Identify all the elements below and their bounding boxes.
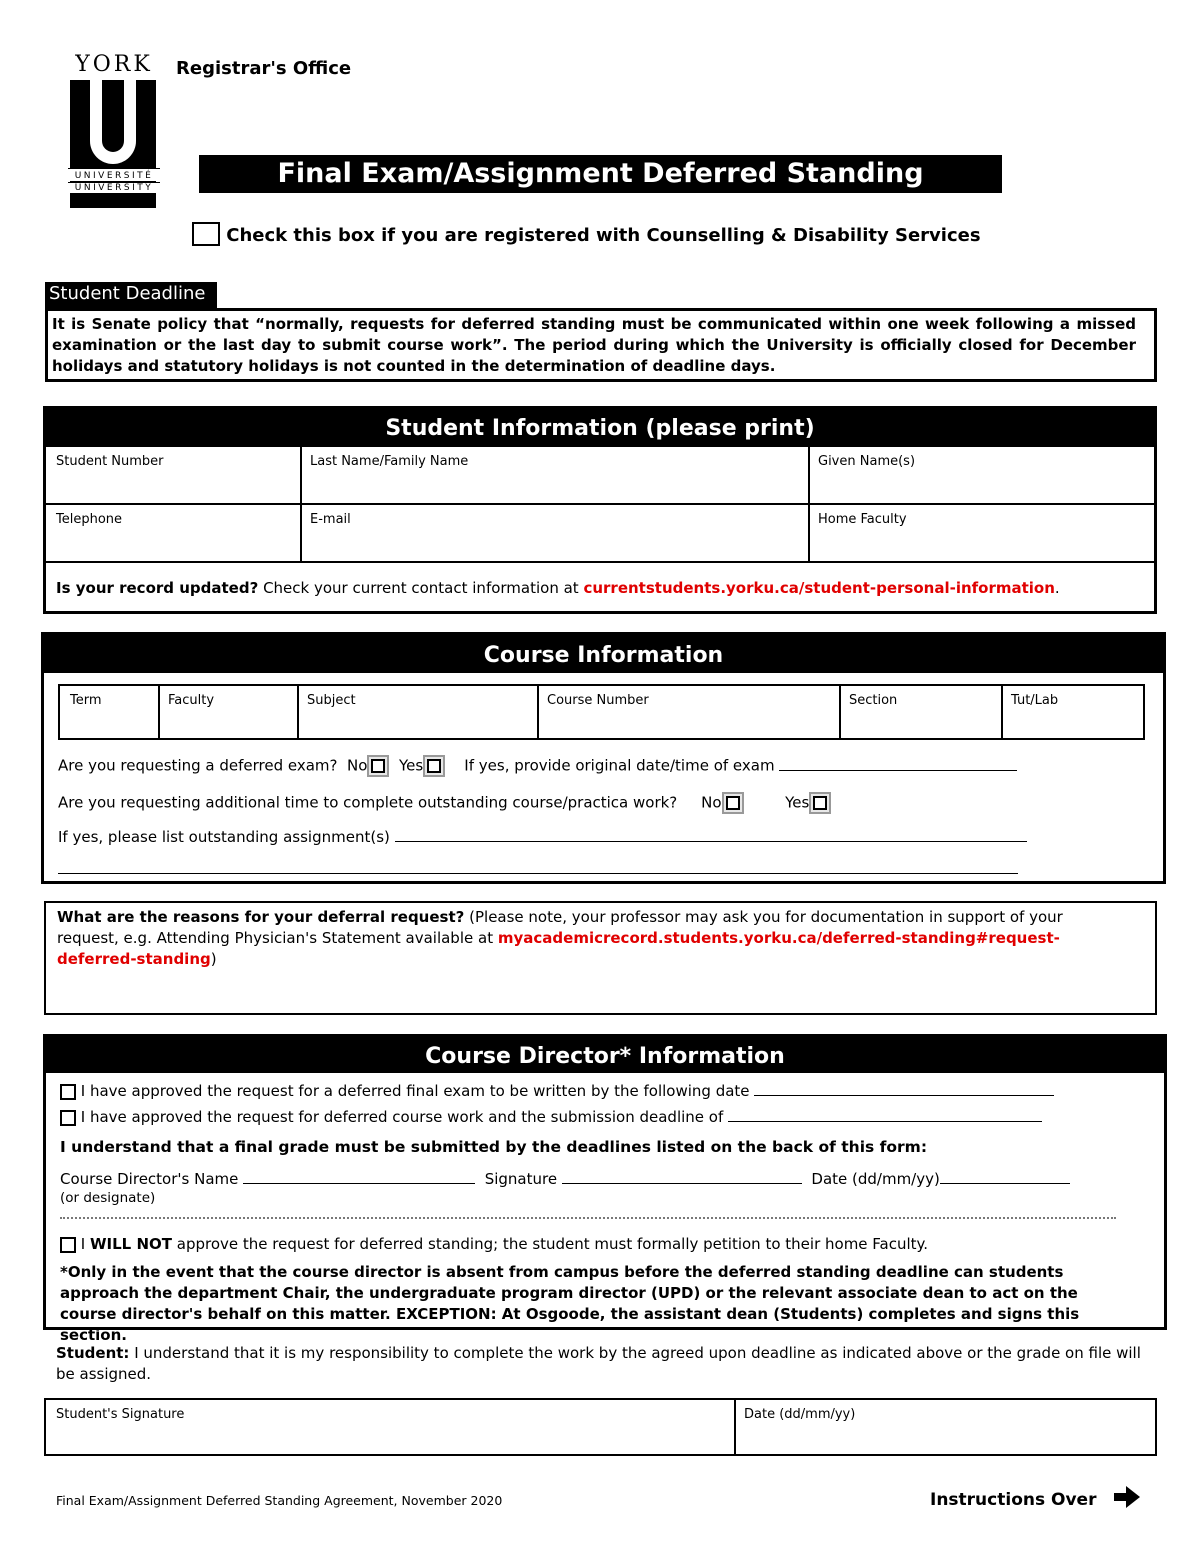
deferred-exam-yes-checkbox[interactable] (423, 755, 445, 777)
registrar-office: Registrar's Office (176, 58, 352, 79)
telephone-field[interactable] (46, 505, 302, 563)
student-number-field[interactable] (46, 447, 302, 505)
logo-universite: UNIVERSITÉ (68, 168, 160, 181)
exam-date-line[interactable] (779, 758, 1017, 771)
student-label: Student: (56, 1344, 130, 1362)
record-text: Check your current contact information at (263, 579, 579, 597)
director-title: Course Director* Information (46, 1037, 1164, 1073)
logo-university: UNIVERSITY (68, 182, 160, 193)
student-signature-field[interactable]: Student's Signature (46, 1400, 736, 1454)
additional-time-no-checkbox[interactable] (722, 792, 744, 814)
course-col-tut-lab[interactable]: Tut/Lab (1011, 693, 1059, 708)
deadline-tab: Student Deadline (45, 282, 217, 308)
york-logo (68, 52, 160, 194)
student-signature-table (44, 1398, 1157, 1456)
approve-coursework-checkbox[interactable] (60, 1110, 76, 1126)
telephone-label: Telephone (56, 512, 123, 527)
student-ack-text: I understand that it is my responsibility to complete the work by the agreed upon deadline as indicated above or the grade on file will be assigned. (56, 1344, 1141, 1383)
reject-checkbox[interactable] (60, 1237, 76, 1253)
course-col-term[interactable]: Term (60, 686, 160, 738)
director-section (43, 1034, 1167, 1344)
reasons-question: What are the reasons for your deferral request? (57, 908, 465, 926)
student-ack (56, 1343, 1156, 1385)
deadline-text: It is Senate policy that “normally, requests for deferred standing must be communicated within one week following a missed examination or the last day to submit course work”. The period during which the University is officially closed for December holidays and statutory holidays is not counted in the determination of deadline days. (52, 315, 1136, 375)
course-col-subject[interactable]: Subject (297, 686, 539, 738)
email-label: E-mail (310, 512, 351, 527)
course-info-section (41, 632, 1166, 884)
assignments-line-2[interactable] (58, 861, 1018, 874)
deferred-exam-row: Are you requesting a deferred exam? No Yes If yes, provide original date/time of exam (58, 755, 1017, 777)
additional-time-row: Are you requesting additional time to complete outstanding course/practica work? No Yes (58, 792, 831, 814)
last-name-label: Last Name/Family Name (310, 454, 469, 469)
record-update-row: Is your record updated? Check your current contact information at currentstudents.yorku.ca/student-personal-information. (56, 579, 1060, 597)
page-title: Final Exam/Assignment Deferred Standing Agreement (199, 155, 1002, 193)
student-info-title: Student Information (please print) (46, 409, 1154, 447)
director-footnote: *Only in the event that the course director is absent from campus before the deferred standing deadline can students approach the department Chair, the undergraduate program director (UPD) or the relevant associate dean to act on the course director's behalf on this matter. EXCEPTION: At Osgoode, the assistant dean (Students) completes and signs this section. (60, 1263, 1080, 1344)
approve-exam-checkbox[interactable] (60, 1084, 76, 1100)
director-opt1-row: I have approved the request for a deferred final exam to be written by the following date (60, 1082, 1054, 1100)
course-col-section[interactable]: Section (839, 686, 1003, 738)
or-designate: (or designate) (60, 1190, 156, 1206)
physician-statement-link[interactable]: myacademicrecord.students.yorku.ca/deferred-standing#request-deferred-standing (57, 929, 1060, 968)
given-names-label: Given Name(s) (818, 454, 916, 469)
dotted-separator (60, 1217, 1116, 1219)
director-opt2-row: I have approved the request for deferred course work and the submission deadline of (60, 1108, 1042, 1126)
reasons-box[interactable]: What are the reasons for your deferral request? (Please note, your professor may ask you for documentation in support of your request, e.g. Attending Physician's Statement available at myacademicrecord.students.yorku.ca/deferred-standing#request-deferred-standing) (44, 901, 1157, 1015)
deferred-exam-no-checkbox[interactable] (367, 755, 389, 777)
course-col-faculty[interactable]: Faculty (158, 686, 299, 738)
logo-york-text: YORK (75, 52, 153, 77)
record-link[interactable]: currentstudents.yorku.ca/student-personal-information (583, 579, 1055, 597)
student-number-label: Student Number (56, 454, 164, 469)
submission-deadline-line[interactable] (728, 1109, 1042, 1122)
cds-checkbox[interactable] (192, 222, 220, 246)
director-date-line[interactable] (940, 1171, 1070, 1184)
director-name-line[interactable] (243, 1171, 475, 1184)
given-names-field[interactable] (808, 447, 1154, 505)
record-question: Is your record updated? (56, 579, 259, 597)
student-info-section (43, 406, 1157, 614)
email-field[interactable] (300, 505, 810, 563)
home-faculty-field[interactable] (808, 505, 1154, 563)
deadline-box (45, 308, 1157, 382)
student-date-field[interactable]: Date (dd/mm/yy) (744, 1407, 856, 1422)
additional-time-yes-checkbox[interactable] (809, 792, 831, 814)
final-grade-statement: I understand that a final grade must be submitted by the deadlines listed on the back of this form: (60, 1138, 928, 1156)
cds-checkbox-row (192, 222, 981, 246)
reasons-note: (Please note, your professor may ask you for documentation in support of your request, e.g. Attending Physician's Statement available at (57, 908, 1063, 947)
assignments-line-1[interactable] (395, 829, 1027, 842)
home-faculty-label: Home Faculty (818, 512, 907, 527)
cds-checkbox-label: Check this box if you are registered with Counselling & Disability Services (226, 225, 981, 246)
course-table (58, 684, 1145, 740)
exam-date-line-director[interactable] (754, 1083, 1054, 1096)
arrow-right-icon (1114, 1486, 1140, 1508)
course-col-course-number[interactable]: Course Number (537, 686, 841, 738)
assignments-row: If yes, please list outstanding assignment(s) (58, 828, 1027, 846)
course-info-title: Course Information (44, 635, 1163, 673)
director-sign-row: Course Director's Name Signature Date (dd/mm/yy) (60, 1170, 1070, 1188)
instructions-over: Instructions Over (930, 1486, 1140, 1510)
last-name-field[interactable] (300, 447, 810, 505)
director-opt3-row: I WILL NOT approve the request for deferred standing; the student must formally petition to their home Faculty. (60, 1235, 928, 1253)
footer-form-name: Final Exam/Assignment Deferred Standing Agreement, November 2020 (56, 1493, 503, 1508)
director-signature-line[interactable] (562, 1171, 802, 1184)
